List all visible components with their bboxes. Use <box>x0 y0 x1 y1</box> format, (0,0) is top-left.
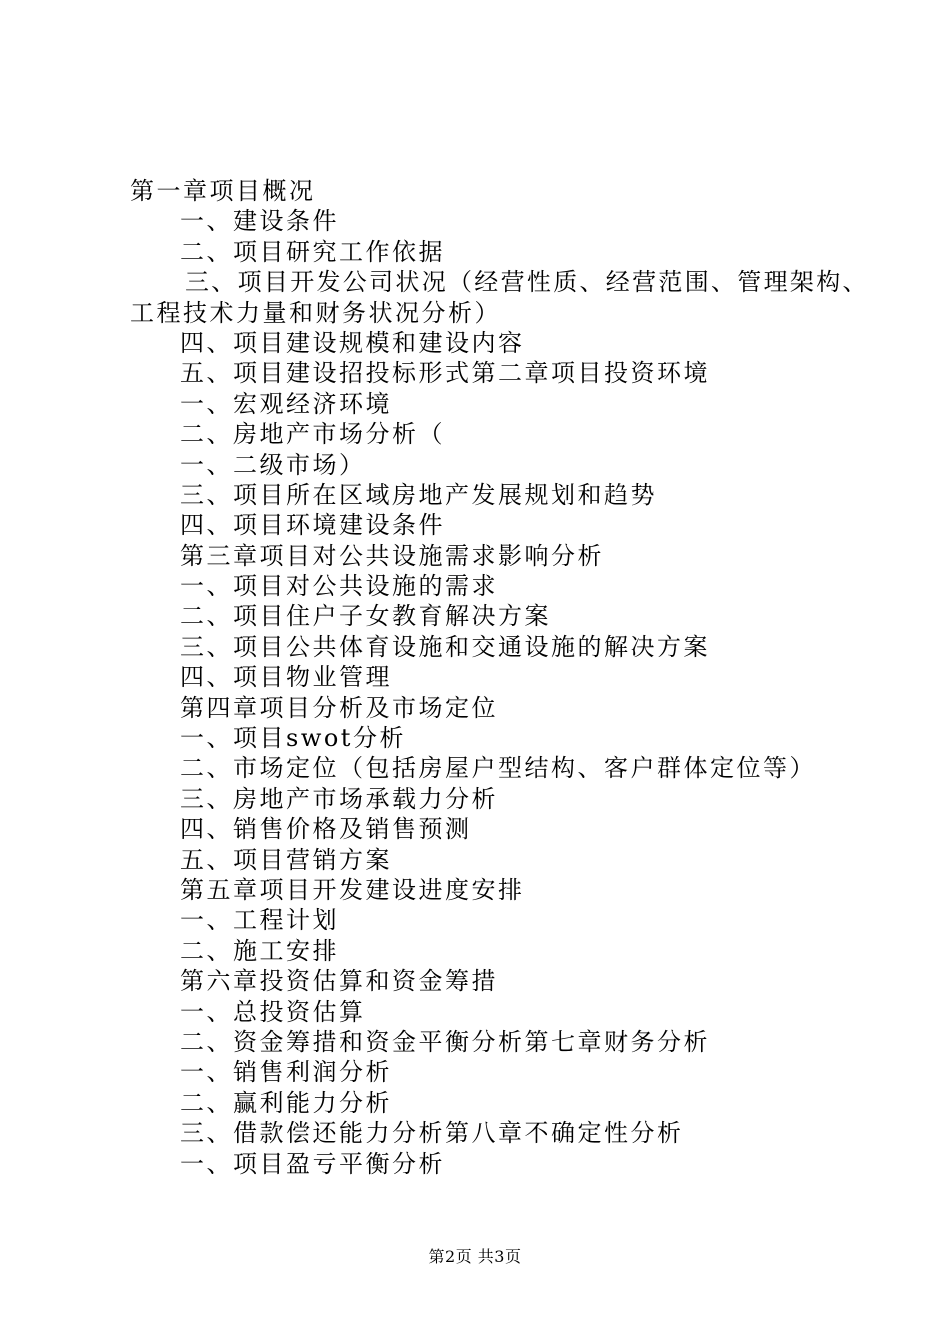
chapter-6-heading: 第六章投资估算和资金筹措 <box>180 967 498 996</box>
chapter-5-heading: 第五章项目开发建设进度安排 <box>180 875 525 904</box>
section-line: 一、总投资估算 <box>180 997 366 1026</box>
section-line: 三、房地产市场承载力分析 <box>180 784 498 813</box>
section-line: 一、项目swot分析 <box>180 724 406 753</box>
chapter-1-heading: 第一章项目概况 <box>130 177 316 205</box>
section-line: 四、项目建设规模和建设内容 <box>180 328 525 357</box>
chapter-3-heading: 第三章项目对公共设施需求影响分析 <box>180 541 604 570</box>
chapter-4-heading: 第四章项目分析及市场定位 <box>180 693 498 722</box>
section-line: 四、销售价格及销售预测 <box>180 815 472 844</box>
section-line: 一、工程计划 <box>180 906 339 935</box>
section-line: 五、项目建设招投标形式第二章项目投资环境 <box>180 359 710 388</box>
page-footer <box>0 1244 950 1267</box>
section-line: 四、项目物业管理 <box>180 663 392 692</box>
section-line: 一、宏观经济环境 <box>180 389 392 418</box>
section-line: 一、二级市场） <box>180 450 366 479</box>
section-line: 二、项目住户子女教育解决方案 <box>180 602 551 631</box>
section-line: 二、市场定位（包括房屋户型结构、客户群体定位等） <box>180 754 816 783</box>
section-line: 一、项目对公共设施的需求 <box>180 572 498 601</box>
section-line: 二、赢利能力分析 <box>180 1088 392 1117</box>
section-line: 三、项目开发公司状况（经营性质、经营范围、管理架构、 <box>185 268 869 297</box>
section-line: 二、房地产市场分析（ <box>180 420 445 449</box>
section-line-continuation: 工程技术力量和财务状况分析） <box>130 298 501 327</box>
section-line: 三、项目公共体育设施和交通设施的解决方案 <box>180 632 710 661</box>
section-line: 一、销售利润分析 <box>180 1058 392 1087</box>
document-body <box>130 176 869 1179</box>
section-line: 一、项目盈亏平衡分析 <box>180 1149 445 1178</box>
section-line: 五、项目营销方案 <box>180 845 392 874</box>
section-line: 二、项目研究工作依据 <box>180 237 445 266</box>
section-line: 三、项目所在区域房地产发展规划和趋势 <box>180 480 657 509</box>
section-line: 一、建设条件 <box>180 207 339 236</box>
section-line: 二、施工安排 <box>180 936 339 965</box>
section-line: 二、资金筹措和资金平衡分析第七章财务分析 <box>180 1027 710 1056</box>
page-number-label: 第2页 共3页 <box>428 1247 522 1266</box>
section-line: 三、借款偿还能力分析第八章不确定性分析 <box>180 1119 684 1148</box>
section-line: 四、项目环境建设条件 <box>180 511 445 540</box>
